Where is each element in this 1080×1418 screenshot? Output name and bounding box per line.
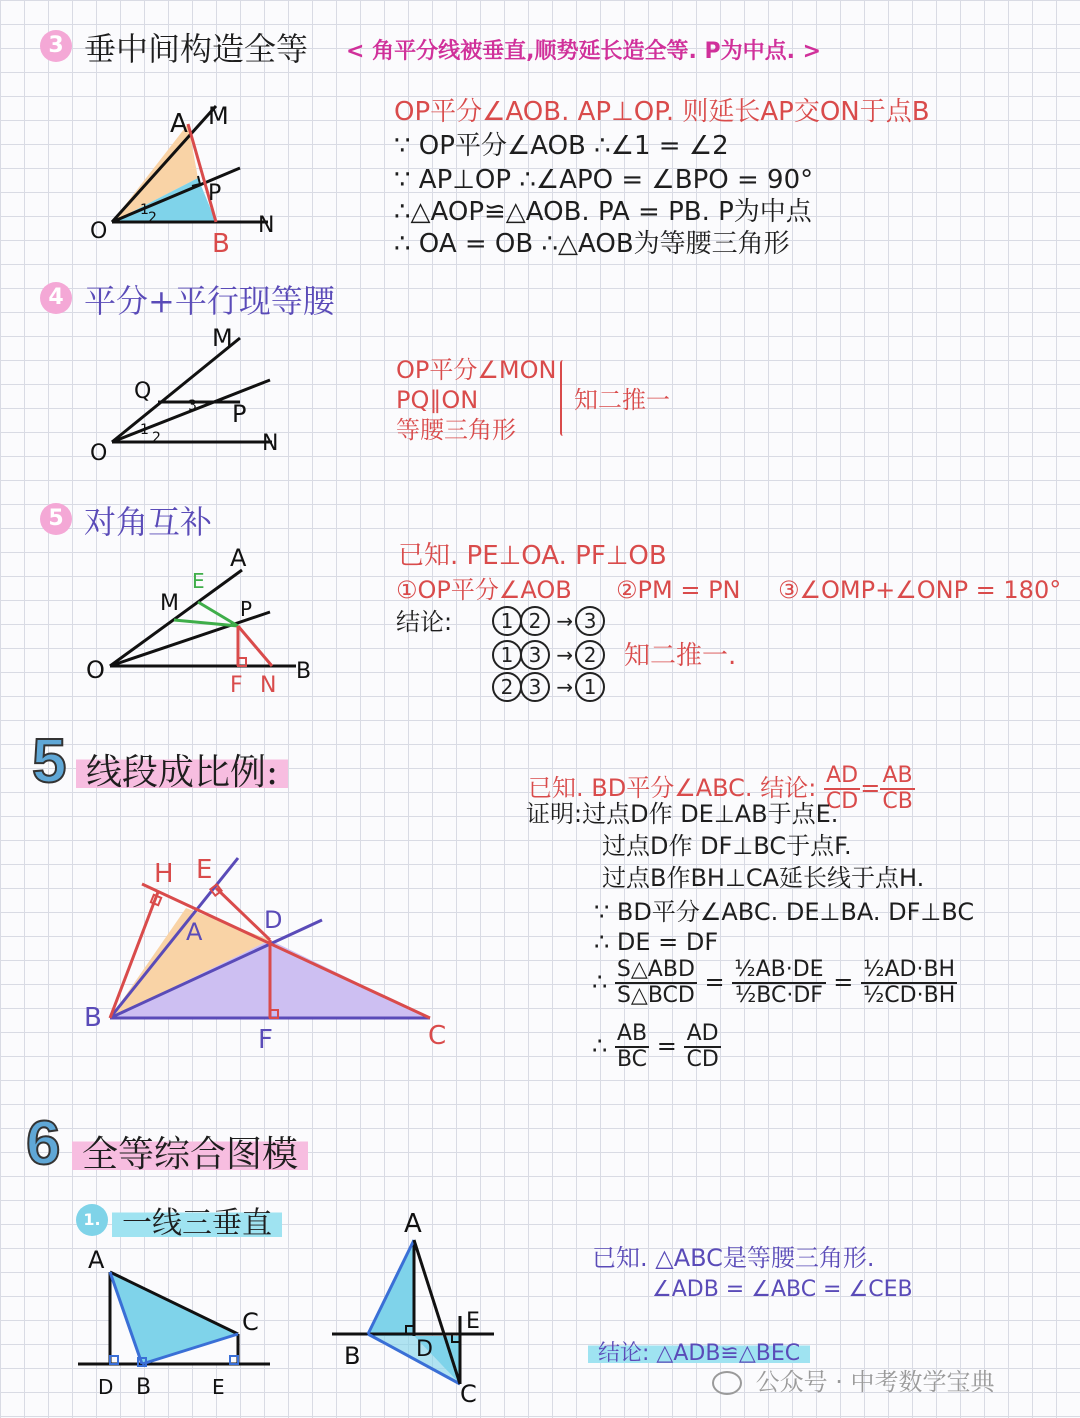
section-3-subtitle: < 角平分线被垂直,顺势延长造全等. P为中点. > bbox=[346, 39, 822, 64]
sec4-line-1: OP平分∠MON bbox=[396, 356, 557, 384]
fig3-label-a: A bbox=[170, 109, 188, 139]
sec5-cond-3: ③∠OMP+∠ONP = 180° bbox=[778, 576, 1062, 604]
section-6-1-badge: 1. bbox=[76, 1204, 108, 1236]
sec4-brace bbox=[560, 360, 566, 436]
row3-c2: 3 bbox=[520, 672, 550, 702]
fig61-label-b: B bbox=[136, 1375, 152, 1400]
fig4-label-o: O bbox=[90, 441, 108, 466]
big5-given: 已知. BD平分∠ABC. 结论: $\frac{AD}{CD}$ = $\frac{AB}{CB}$ bbox=[528, 763, 913, 814]
sec3-line-3: ∵ AP⊥OP ∴∠APO = ∠BPO = 90° bbox=[394, 165, 814, 195]
section-6-1-title-text: 一线三垂直 bbox=[112, 1206, 282, 1241]
fig5-label-a: A bbox=[230, 544, 247, 572]
fig-prop-label-f: F bbox=[258, 1025, 273, 1055]
big-section-5-title-text: 线段成比例: bbox=[76, 752, 288, 793]
sec5-rule: 知二推一. bbox=[624, 641, 737, 671]
figure-one-line-three-perp-2 bbox=[332, 1204, 512, 1408]
fig62-label-e: E bbox=[466, 1309, 480, 1334]
final-frac-2: $\frac{AD}{CD}$ bbox=[686, 1021, 719, 1072]
fig3-label-p: P bbox=[208, 181, 222, 206]
fig3-label-b: B bbox=[212, 229, 230, 259]
fig61-label-e: E bbox=[212, 1375, 225, 1399]
big5-given-frac-2: $\frac{AB}{CB}$ bbox=[882, 763, 913, 814]
fig-prop-label-e: E bbox=[196, 855, 213, 885]
section-4-title: 平分+平行现等腰 bbox=[84, 282, 335, 320]
fig61-label-a: A bbox=[88, 1246, 105, 1274]
fig5-label-b: B bbox=[296, 659, 312, 684]
big5-proof-5: ∴ DE = DF bbox=[594, 928, 719, 956]
fig-prop-label-d: D bbox=[264, 906, 283, 934]
row3-c3: 1 bbox=[575, 672, 605, 702]
row1-c2: 2 bbox=[520, 606, 550, 636]
big6-given-2: ∠ADB = ∠ABC = ∠CEB bbox=[652, 1277, 913, 1302]
big5-given-frac-1: $\frac{AD}{CD}$ bbox=[825, 763, 859, 814]
big6-conclusion-text: 结论: △ADB≌△BEC bbox=[588, 1341, 810, 1366]
fig4-angle-1: 1 bbox=[140, 422, 149, 438]
fig3-angle-2: 2 bbox=[148, 210, 157, 226]
big-section-5-title bbox=[76, 744, 288, 795]
fig62-label-b: B bbox=[344, 1342, 361, 1370]
fig62-label-a: A bbox=[404, 1209, 422, 1239]
big5-proof-2: 过点D作 DF⊥BC于点F. bbox=[602, 832, 852, 860]
fig5-label-o: O bbox=[86, 656, 105, 684]
fig3-angle-1: 1 bbox=[140, 202, 149, 218]
row2-c3: 2 bbox=[575, 640, 605, 670]
sec4-line-2: PQ∥ON bbox=[396, 386, 479, 414]
figure-angle-bisector-perpendicular bbox=[90, 100, 390, 260]
fig61-label-d: D bbox=[98, 1375, 114, 1399]
figure-supplementary-angles bbox=[86, 540, 326, 698]
figure-segment-proportion bbox=[76, 838, 476, 1068]
sec4-line-3: 等腰三角形 bbox=[396, 416, 516, 444]
sec5-row-3: 2 3 → 1 bbox=[492, 672, 603, 702]
ratio-area-frac: $\frac{\text{S△ABD}}{\text{S△BCD}}$ bbox=[616, 957, 695, 1008]
section-3-badge: 3 bbox=[40, 30, 72, 62]
fig-prop-label-h: H bbox=[154, 859, 174, 889]
fig3-label-m: M bbox=[208, 102, 229, 130]
fig-prop-label-b: B bbox=[84, 1003, 102, 1033]
section-5-badge: 5 bbox=[40, 503, 72, 535]
sec4-rule: 知二推一 bbox=[574, 386, 670, 414]
big5-proof-1: 证明:过点D作 DE⊥AB于点E. bbox=[526, 800, 839, 828]
big5-final-ratio: ∴ $\frac{AB}{BC}$ = $\frac{AD}{CD}$ bbox=[592, 1021, 719, 1072]
fig4-angle-2: 2 bbox=[152, 430, 161, 446]
big-section-6-number: 6 bbox=[26, 1109, 61, 1178]
figure-one-line-three-perp-1 bbox=[78, 1246, 298, 1400]
sec5-row-1: 1 2 → 3 bbox=[492, 606, 603, 636]
big5-given-text: 已知. BD平分∠ABC. 结论: bbox=[528, 774, 817, 802]
fig62-label-c: C bbox=[460, 1380, 477, 1408]
section-3-title: 垂中间构造全等 bbox=[84, 30, 309, 68]
figure-bisector-parallel bbox=[90, 324, 390, 470]
sec5-cond-1: ①OP平分∠AOB bbox=[396, 576, 572, 604]
big-section-6-title bbox=[72, 1126, 308, 1177]
fig5-label-m: M bbox=[160, 591, 179, 616]
fig5-label-p: P bbox=[240, 597, 253, 621]
fig61-label-c: C bbox=[242, 1308, 259, 1336]
big5-area-ratio: ∴ $\frac{\text{S△ABD}}{\text{S△BCD}}$ = $\frac{\text{½AB·DE}}{\text{½BC·DF}}$ = $\frac{\text{½AD·BH}}{\text{½CD·BH}}$ bbox=[592, 957, 956, 1008]
fig5-label-n: N bbox=[260, 673, 277, 698]
big5-proof-4: ∵ BD平分∠ABC. DE⊥BA. DF⊥BC bbox=[594, 898, 975, 926]
row3-c1: 2 bbox=[492, 672, 522, 702]
fig4-label-m: M bbox=[212, 324, 233, 352]
watermark-text bbox=[712, 1362, 995, 1397]
fig62-label-d: D bbox=[416, 1337, 433, 1362]
sec5-row-2: 1 3 → 2 bbox=[492, 640, 603, 670]
sec3-line-4: ∴△AOP≌△AOB. PA = PB. P为中点 bbox=[394, 197, 812, 227]
section-4-badge: 4 bbox=[40, 282, 72, 314]
fig3-label-n: N bbox=[258, 213, 275, 238]
big5-proof-3: 过点B作BH⊥CA延长线于点H. bbox=[602, 864, 925, 892]
fig4-label-q: Q bbox=[134, 379, 152, 404]
section-6-1-title bbox=[112, 1198, 282, 1242]
fig4-label-n: N bbox=[262, 431, 279, 456]
big-section-6-title-text: 全等综合图模 bbox=[72, 1134, 308, 1175]
fig-prop-label-a: A bbox=[186, 918, 203, 946]
sec5-conclusion-label: 结论: bbox=[396, 608, 453, 636]
sec5-given: 已知. PE⊥OA. PF⊥OB bbox=[398, 541, 667, 571]
sec5-cond-2: ②PM = PN bbox=[616, 576, 741, 604]
sec3-line-1: OP平分∠AOB. AP⊥OP. 则延长AP交ON于点B bbox=[394, 97, 930, 127]
watermark-label: 公众号 · 中考数学宝典 bbox=[755, 1368, 995, 1396]
row1-c1: 1 bbox=[492, 606, 522, 636]
final-frac-1: $\frac{AB}{BC}$ bbox=[616, 1021, 648, 1072]
fig5-label-e: E bbox=[192, 569, 205, 593]
ratio-mid-frac: $\frac{\text{½AB·DE}}{\text{½BC·DF}}$ bbox=[734, 957, 824, 1008]
fig5-label-f: F bbox=[230, 673, 243, 698]
section-5-title: 对角互补 bbox=[84, 503, 213, 541]
fig4-label-p: P bbox=[232, 400, 247, 428]
sec3-line-5: ∴ OA = OB ∴△AOB为等腰三角形 bbox=[394, 229, 790, 259]
fig3-label-o: O bbox=[90, 219, 108, 244]
sec3-line-2: ∵ OP平分∠AOB ∴∠1 = ∠2 bbox=[394, 131, 729, 161]
ratio-right-frac: $\frac{\text{½AD·BH}}{\text{½CD·BH}}$ bbox=[862, 957, 956, 1008]
wechat-icon bbox=[712, 1371, 742, 1395]
row2-c2: 3 bbox=[520, 640, 550, 670]
fig4-angle-3: 3 bbox=[188, 398, 197, 414]
big-section-5-number: 5 bbox=[32, 727, 67, 796]
fig-prop-label-c: C bbox=[428, 1021, 447, 1051]
big6-given-1: 已知. △ABC是等腰三角形. bbox=[592, 1244, 875, 1272]
row1-c3: 3 bbox=[575, 606, 605, 636]
row2-c1: 1 bbox=[492, 640, 522, 670]
